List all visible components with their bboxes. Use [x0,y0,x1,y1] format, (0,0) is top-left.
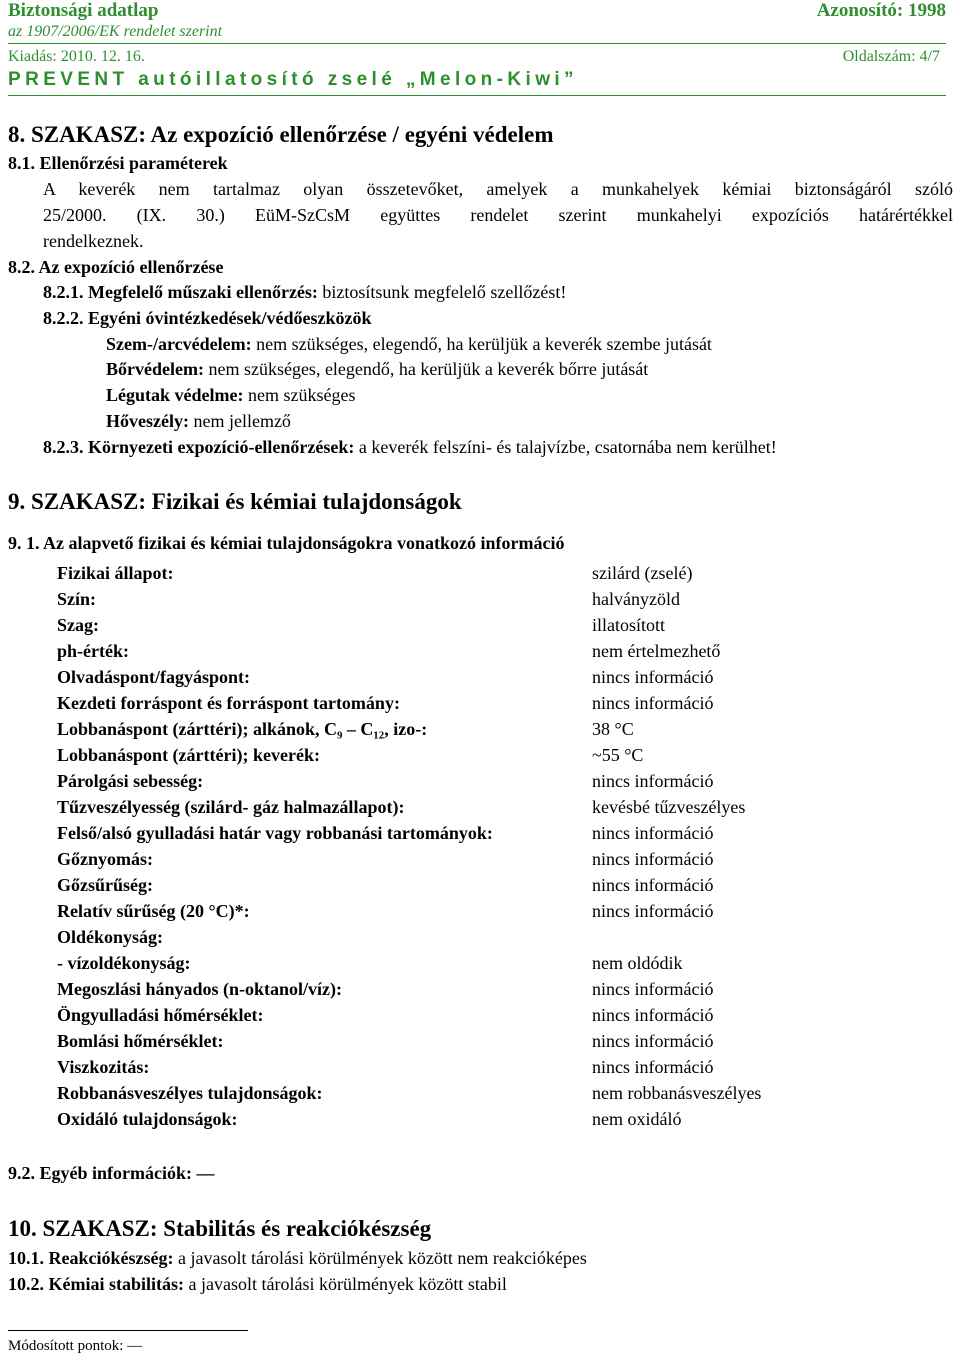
property-label: Öngyulladási hőmérséklet: [57,1005,264,1025]
property-label: Kezdeti forráspont és forráspont tartomány: [57,693,400,713]
page-number: Oldalszám: 4/7 [842,48,940,65]
property-value: 38 °C [592,719,634,739]
property-label: Viszkozitás: [57,1057,150,1077]
property-value: halványzöld [592,589,680,609]
property-value: nincs információ [592,1057,714,1077]
property-value: nincs információ [592,875,714,895]
subsection-9-2-label: 9.2. Egyéb információk: [8,1163,192,1183]
property-label: Bomlási hőmérséklet: [57,1031,224,1051]
property-value: ~55 °C [592,745,644,765]
property-value: nem robbanásveszélyes [592,1083,762,1103]
property-label: Szag: [57,615,99,635]
item-8-2-3-label: 8.2.3. Környezeti expozíció-ellenőrzések: [43,437,355,457]
property-value: szilárd (zselé) [592,563,693,583]
item-10-1 [8,1247,587,1269]
property-value: nincs információ [592,849,714,869]
item-8-2-3 [43,436,777,458]
thermal-hazard-label: Hőveszély: [106,411,189,431]
modified-points: Módosított pontok: — [8,1338,143,1354]
paragraph-8-1-line3: rendelkeznek. [43,231,144,251]
eye-protection-label: Szem-/arcvédelem: [106,334,252,354]
eye-protection-text: nem szükséges, elegendő, ha kerüljük a keverék szembe jutását [251,334,712,354]
header-divider-bottom [8,95,946,96]
property-label: ph-érték: [57,641,129,661]
thermal-hazard-text: nem jellemző [188,411,291,431]
property-value: nincs információ [592,979,714,999]
property-label: Oxidáló tulajdonságok: [57,1109,238,1129]
issue-date: Kiadás: 2010. 12. 16. [8,48,145,65]
thermal-hazard [106,410,291,432]
item-8-2-1-text: biztosítsunk megfelelő szellőzést! [317,282,567,302]
property-label: Olvadáspont/fagyáspont: [57,667,251,687]
property-label: Szín: [57,589,97,609]
item-8-2-3-text: a keverék felszíni- és talajvízbe, csatornába nem kerülhet! [354,437,777,457]
item-10-2-text: a javasolt tárolási körülmények között stabil [184,1274,507,1294]
doc-id: Azonosító: 1998 [816,0,946,21]
item-10-1-label: 10.1. Reakciókészség: [8,1248,174,1268]
subsection-9-2-value: — [196,1163,215,1183]
property-label: Robbanásveszélyes tulajdonságok: [57,1083,323,1103]
item-8-2-1 [43,281,566,303]
property-label: Fizikai állapot: [57,563,174,583]
doc-title: Biztonsági adatlap [8,0,159,21]
eye-protection [106,333,712,355]
item-8-2-1-label: 8.2.1. Megfelelő műszaki ellenőrzés: [43,282,318,302]
property-label: Lobbanáspont (zárttéri); keverék: [57,745,320,765]
property-value: nincs információ [592,693,714,713]
property-value: nincs információ [592,667,714,687]
paragraph-8-1-line2: 25/2000. (IX. 30.) EüM-SzCsM együttes rendelet szerint munkahelyi expozíciós határértékkel [43,205,953,225]
property-label: Megoszlási hányados (n-oktanol/víz): [57,979,343,999]
section-8-title: 8. SZAKASZ: Az expozíció ellenőrzése / egyéni védelem [8,122,554,147]
property-value: kevésbé tűzveszélyes [592,797,746,817]
section-10-title: 10. SZAKASZ: Stabilitás és reakciókészség [8,1216,432,1241]
property-value: nem oxidáló [592,1109,682,1129]
item-10-2-label: 10.2. Kémiai stabilitás: [8,1274,184,1294]
regulation-note: az 1907/2006/EK rendelet szerint [8,23,223,40]
property-label: Relatív sűrűség (20 °C)*: [57,901,250,921]
property-value: nem értelmezhető [592,641,721,661]
subsection-8-2-title: 8.2. Az expozíció ellenőrzése [8,257,224,277]
skin-protection-label: Bőrvédelem: [106,359,204,379]
paragraph-8-1-line1: A keverék nem tartalmaz olyan összetevőket, amelyek a munkahelyek kémiai biztonságáról szóló [43,179,953,199]
skin-protection [106,358,648,380]
property-value: nem oldódik [592,953,683,973]
item-8-2-2-title: 8.2.2. Egyéni óvintézkedések/védőeszközök [43,308,372,328]
header-divider [8,43,946,44]
property-value: nincs információ [592,901,714,921]
respiratory-protection-text: nem szükséges [243,385,356,405]
property-label: - vízoldékonyság: [57,953,191,973]
property-value: nincs információ [592,1031,714,1051]
property-label: Tűzveszélyesség (szilárd- gáz halmazállapot): [57,797,405,817]
property-value: nincs információ [592,823,714,843]
property-label: Párolgási sebesség: [57,771,204,791]
property-label: Gőzsűrűség: [57,875,153,895]
section-9-title: 9. SZAKASZ: Fizikai és kémiai tulajdonságok [8,489,462,514]
subsection-8-1-title: 8.1. Ellenőrzési paraméterek [8,153,228,173]
product-name: PREVENT autóillatosító zselé „Melon-Kiwi” [8,69,578,90]
subsection-9-2 [8,1162,215,1184]
property-label: Gőznyomás: [57,849,153,869]
subsection-9-1-title: 9. 1. Az alapvető fizikai és kémiai tulajdonságokra vonatkozó információ [8,533,565,553]
property-value: illatosított [592,615,666,635]
property-label: Lobbanáspont (zárttéri); alkánok, C₉ – C₁₂, izo-: [57,719,428,739]
item-10-1-text: a javasolt tárolási körülmények között nem reakcióképes [173,1248,587,1268]
item-10-2 [8,1273,507,1295]
property-value: nincs információ [592,1005,714,1025]
respiratory-protection-label: Légutak védelme: [106,385,244,405]
property-value: nincs információ [592,771,714,791]
respiratory-protection [106,384,355,406]
skin-protection-text: nem szükséges, elegendő, ha kerüljük a keverék bőrre jutását [203,359,649,379]
property-label: Felső/alsó gyulladási határ vagy robbanási tartományok: [57,823,493,843]
footer-divider [8,1330,248,1331]
property-label: Oldékonyság: [57,927,164,947]
